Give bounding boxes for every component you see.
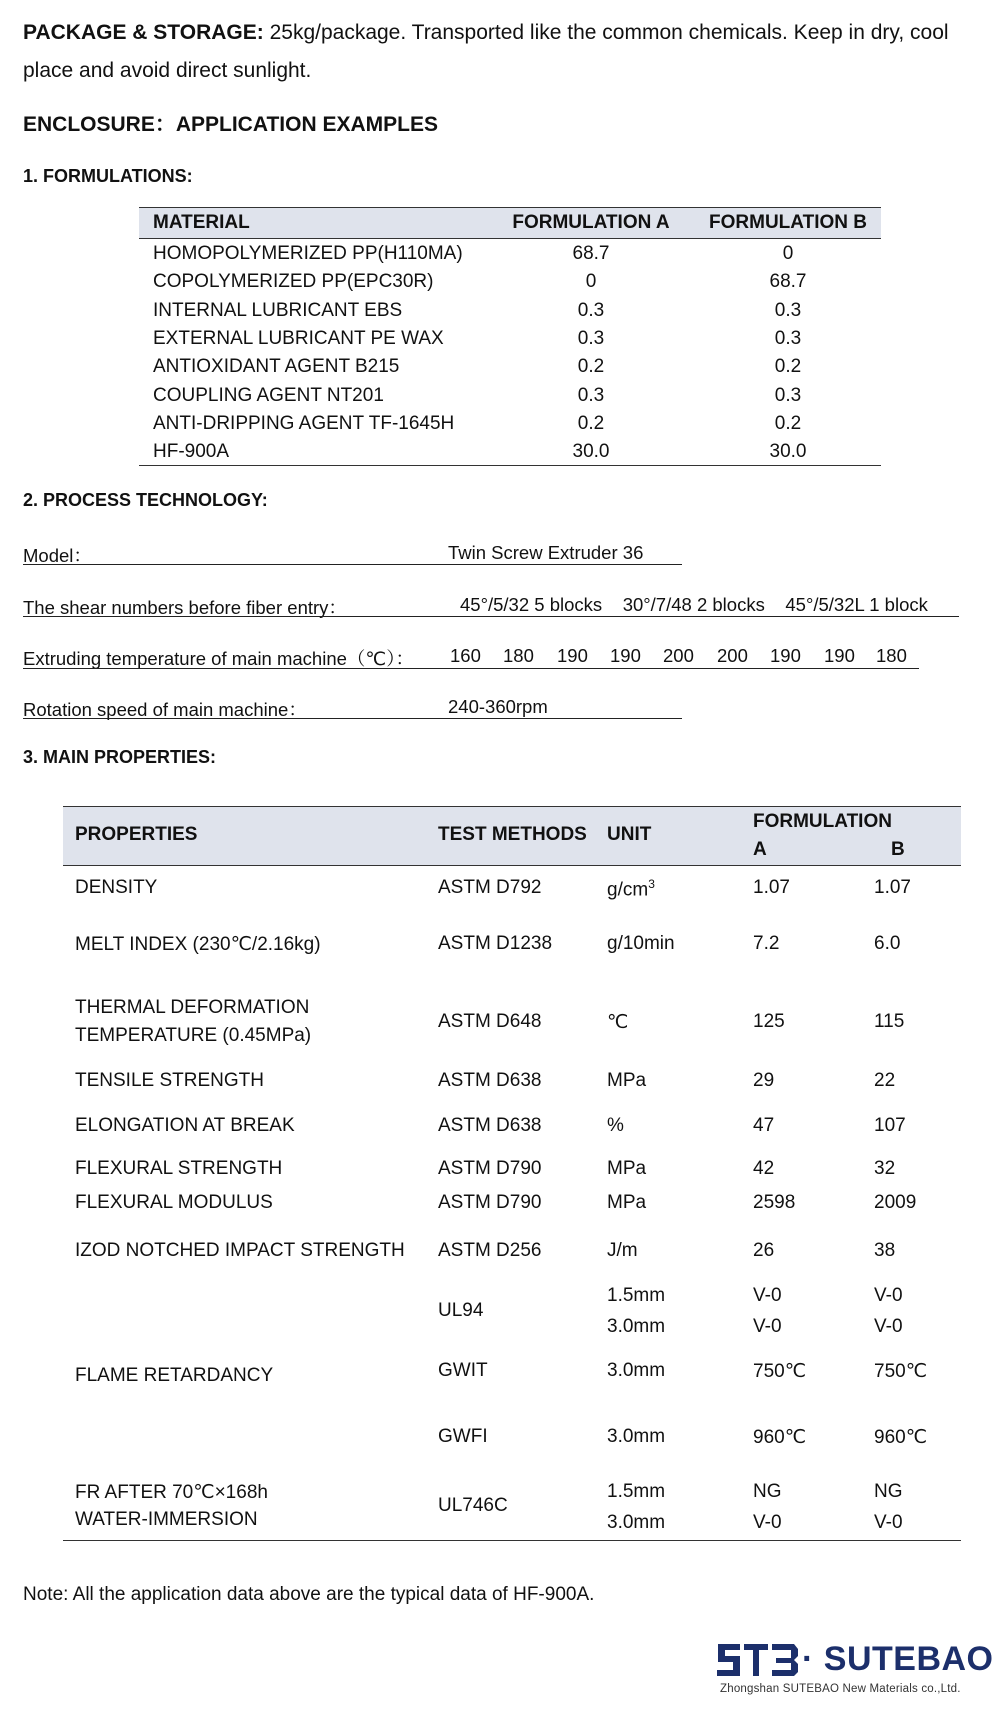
prop-value-b: 107 (874, 1115, 906, 1136)
properties-title: 3. MAIN PROPERTIES: (23, 747, 217, 767)
flame-ul94-b: V-0 (874, 1285, 903, 1306)
flame-retardancy-label: FLAME RETARDANCY (75, 1365, 274, 1386)
process-temps (448, 645, 918, 669)
prop-value-a: 2598 (753, 1192, 796, 1213)
package-storage-label: PACKAGE & STORAGE: (23, 21, 264, 44)
formulation-value-b: 0.3 (774, 384, 802, 406)
prop-value-a: 1.07 (753, 877, 790, 898)
prop-method: ASTM D648 (438, 1011, 542, 1032)
prop-method: ASTM D792 (438, 877, 542, 898)
process-temp-value: 160 (450, 645, 481, 666)
prop-name: DENSITY (75, 877, 158, 898)
flame-ul94-b: V-0 (874, 1316, 903, 1337)
process-temp-label: Extruding temperature of main machine（℃）： (23, 648, 414, 669)
prop-unit-base: g/cm (607, 879, 649, 901)
prop-name: FLEXURAL STRENGTH (75, 1158, 283, 1179)
formulation-material: ANTI-DRIPPING AGENT TF-1645H (153, 412, 455, 434)
properties-header-properties: PROPERTIES (75, 824, 198, 845)
prop-method: ASTM D638 (438, 1115, 542, 1136)
formulation-material: INTERNAL LUBRICANT EBS (153, 299, 403, 321)
process-temp-value: 200 (663, 645, 694, 666)
flame-ul94-a: V-0 (753, 1316, 782, 1337)
prop-unit: ℃ (607, 1012, 629, 1033)
properties-header-formulation: FORMULATION (753, 811, 892, 832)
process-temp-value: 190 (770, 645, 801, 666)
flame-gwfi-unit: 3.0mm (607, 1426, 666, 1447)
prop-name: FLEXURAL MODULUS (75, 1192, 273, 1213)
prop-value-a: 42 (753, 1158, 775, 1179)
prop-value-a: 7.2 (753, 933, 780, 954)
stb-logo-icon (716, 1640, 800, 1680)
prop-method: ASTM D638 (438, 1070, 542, 1091)
properties-bottom-rule (63, 1540, 961, 1541)
formulation-value-a: 0.3 (577, 299, 605, 321)
process-temp-underline (23, 668, 919, 669)
logo-brand: · SUTEBAO (802, 1640, 994, 1678)
process-shear-label: The shear numbers before fiber entry： (23, 597, 347, 618)
flame-ul94-unit: 1.5mm (607, 1285, 666, 1306)
process-temp-value: 200 (717, 645, 748, 666)
prop-value-a: 29 (753, 1070, 775, 1091)
prop-value-a: 47 (753, 1115, 775, 1136)
package-storage-line1: 25kg/package. Transported like the common chemicals. Keep in dry, cool (263, 21, 949, 44)
fr-after-label: FR AFTER 70℃×168h (75, 1482, 268, 1503)
formulation-material: COPOLYMERIZED PP(EPC30R) (153, 271, 434, 293)
formulations-bottom-rule (139, 465, 881, 466)
process-temp-value: 190 (610, 645, 641, 666)
formulation-value-b: 0.3 (774, 299, 802, 321)
formulation-material: HF-900A (153, 441, 230, 463)
prop-value-b: 38 (874, 1240, 896, 1261)
process-model-underline (23, 564, 682, 565)
flame-gwfi-a: 960℃ (753, 1427, 807, 1448)
process-temp-value: 190 (824, 645, 855, 666)
formulation-material: EXTERNAL LUBRICANT PE WAX (153, 327, 444, 349)
formulation-value-a: 0.2 (577, 356, 605, 378)
fr-after-a: V-0 (753, 1512, 782, 1533)
prop-unit: MPa (607, 1158, 647, 1179)
prop-name: MELT INDEX (230℃/2.16kg) (75, 934, 321, 955)
prop-name-line2: TEMPERATURE (0.45MPa) (75, 1025, 312, 1046)
fr-after-b: V-0 (874, 1512, 903, 1533)
prop-name: ELONGATION AT BREAK (75, 1115, 295, 1136)
formulations-title: 1. FORMULATIONS: (23, 166, 193, 186)
prop-value-b: 115 (874, 1011, 905, 1032)
formulation-value-a: 0.2 (577, 412, 605, 434)
prop-unit: % (607, 1115, 624, 1136)
process-temp-value: 190 (557, 645, 588, 666)
prop-value-b: 6.0 (874, 933, 901, 954)
fr-after-label-line2: WATER-IMMERSION (75, 1509, 258, 1530)
formulation-value-a: 30.0 (572, 441, 610, 463)
formulation-value-a: 0.3 (577, 327, 605, 349)
prop-name: TENSILE STRENGTH (75, 1070, 264, 1091)
properties-header-test-methods: TEST METHODS (438, 824, 587, 845)
process-title: 2. PROCESS TECHNOLOGY: (23, 490, 268, 510)
logo-subtitle: Zhongshan SUTEBAO New Materials co.,Ltd. (720, 1683, 961, 1695)
fr-after-b: NG (874, 1481, 903, 1502)
package-storage-text (23, 14, 998, 90)
prop-method: ASTM D1238 (438, 933, 553, 954)
properties-header-unit: UNIT (607, 824, 652, 845)
formulation-value-a: 0.3 (577, 384, 605, 406)
fr-after-unit: 3.0mm (607, 1512, 666, 1533)
process-model-value: Twin Screw Extruder 36 (448, 542, 644, 563)
prop-unit: MPa (607, 1070, 647, 1091)
fr-after-method: UL746C (438, 1495, 508, 1516)
formulation-value-b: 0 (782, 243, 794, 264)
formulation-value-b: 0.2 (774, 412, 802, 434)
formulations-header-a: FORMULATION A (512, 212, 670, 233)
prop-unit: g/10min (607, 933, 675, 954)
prop-value-a: 26 (753, 1240, 775, 1261)
prop-name: THERMAL DEFORMATION (75, 997, 310, 1018)
formulation-value-a: 0 (585, 271, 597, 293)
flame-gwit-method: GWIT (438, 1360, 488, 1381)
flame-gwfi-b: 960℃ (874, 1427, 928, 1448)
process-temp-value: 180 (876, 645, 907, 666)
flame-gwfi-method: GWFI (438, 1426, 488, 1447)
prop-method: ASTM D790 (438, 1158, 542, 1179)
prop-unit: MPa (607, 1192, 647, 1213)
process-temp-value: 180 (503, 645, 534, 666)
process-model-label: Model： (23, 545, 92, 566)
prop-name: IZOD NOTCHED IMPACT STRENGTH (75, 1240, 405, 1261)
prop-value-a: 125 (753, 1011, 785, 1032)
fr-after-unit: 1.5mm (607, 1481, 666, 1502)
formulations-header-b: FORMULATION B (709, 212, 867, 233)
formulation-material: HOMOPOLYMERIZED PP(H110MA) (153, 243, 463, 264)
flame-ul94-unit: 3.0mm (607, 1316, 666, 1337)
process-speed-label: Rotation speed of main machine： (23, 699, 307, 720)
prop-method: ASTM D256 (438, 1240, 542, 1261)
flame-ul94-method: UL94 (438, 1300, 484, 1321)
formulation-value-b: 0.3 (774, 327, 802, 349)
prop-value-b: 1.07 (874, 877, 911, 898)
note-text: Note: All the application data above are the typical data of HF-900A. (23, 1584, 595, 1605)
flame-gwit-unit: 3.0mm (607, 1360, 666, 1381)
formulation-material: COUPLING AGENT NT201 (153, 384, 384, 406)
formulation-value-a: 68.7 (572, 243, 610, 264)
prop-value-b: 32 (874, 1158, 896, 1179)
properties-header-b: B (891, 839, 905, 860)
formulation-value-b: 0.2 (774, 356, 802, 378)
prop-method: ASTM D790 (438, 1192, 542, 1213)
prop-unit: J/m (607, 1240, 638, 1261)
process-shear-underline (23, 616, 959, 617)
formulation-material: ANTIOXIDANT AGENT B215 (153, 356, 400, 378)
prop-value-b: 22 (874, 1070, 896, 1091)
package-storage-line2: place and avoid direct sunlight. (23, 59, 312, 82)
flame-gwit-b: 750℃ (874, 1361, 928, 1382)
properties-header-a: A (753, 839, 767, 860)
prop-value-b: 2009 (874, 1192, 917, 1213)
formulations-header-material: MATERIAL (153, 212, 250, 233)
company-logo (716, 1640, 996, 1710)
prop-unit-sup: 3 (648, 877, 655, 891)
formulation-value-b: 30.0 (769, 441, 807, 463)
process-shear-value: 45°/5/32 5 blocks 30°/7/48 2 blocks 45°/5/32L 1 block (460, 594, 928, 615)
process-speed-underline (23, 718, 682, 719)
enclosure-title: ENCLOSURE：APPLICATION EXAMPLES (23, 113, 438, 136)
process-speed-value: 240-360rpm (448, 696, 548, 717)
fr-after-a: NG (753, 1481, 782, 1502)
prop-unit (607, 877, 655, 901)
formulation-value-b: 68.7 (769, 271, 807, 293)
flame-ul94-a: V-0 (753, 1285, 782, 1306)
flame-gwit-a: 750℃ (753, 1361, 807, 1382)
